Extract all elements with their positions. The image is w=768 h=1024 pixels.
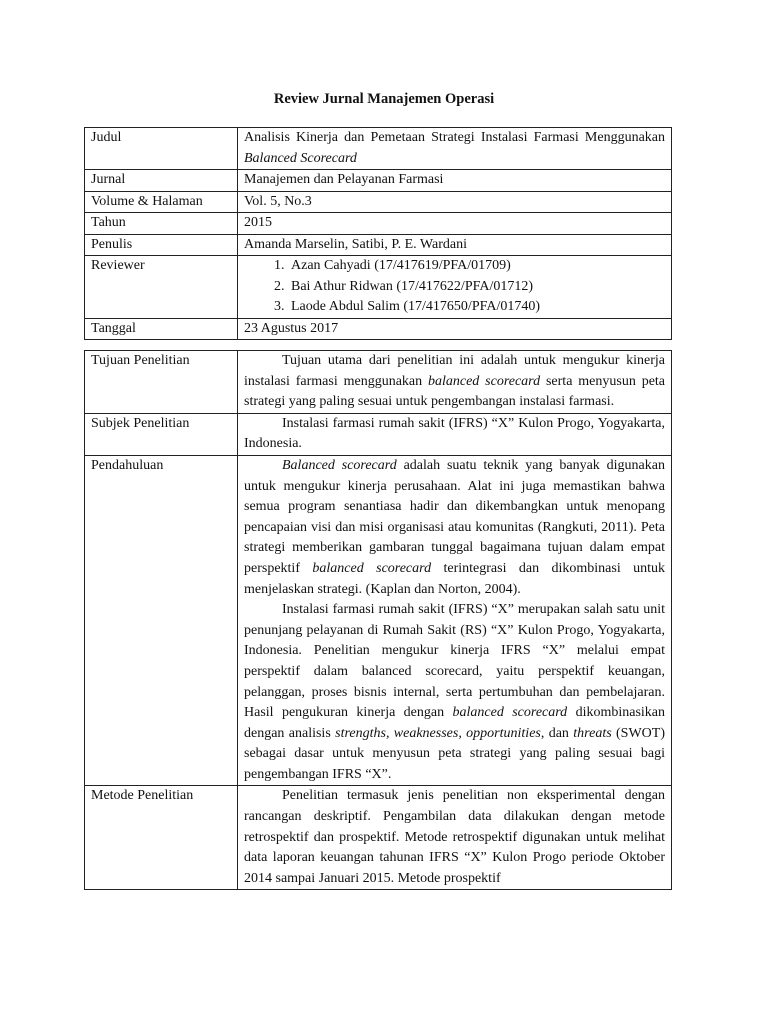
table-row	[85, 128, 672, 170]
list-item: 1. Azan Cahyadi (17/417619/PFA/01709)	[288, 256, 665, 277]
tujuan-paragraph	[244, 351, 665, 413]
review-table	[84, 350, 672, 890]
list-item: 2. Bai Athur Ridwan (17/417622/PFA/01712)	[288, 277, 665, 298]
text-run: terintegrasi dan dikombinasi untuk menjelaskan strategi. (Kaplan dan Norton, 2004).	[244, 560, 666, 597]
table-row	[85, 170, 672, 192]
text-run: Tujuan utama dari penelitian ini adalah untuk mengukur kinerja instalasi farmasi menggunakan	[244, 353, 665, 389]
text-run: , dan	[540, 725, 574, 741]
text-run: dikombinasikan dengan analisis	[244, 705, 665, 741]
judul-italic: Balanced Scorecard	[244, 150, 357, 166]
text-run: (SWOT) sebagai dasar untuk menyusun peta strategi yang paling sesuai bagi pengembangan IFRS “X”.	[244, 725, 665, 782]
italic-run: balanced scorecard	[312, 560, 432, 576]
penulis-label: Penulis	[85, 234, 238, 256]
metode-paragraph: Penelitian termasuk jenis penelitian non eksperimental dengan rancangan deskriptif. Pengambilan data dilakukan dengan metode retrospektif dan prospektif. Metode retrospektif digunakan untuk melihat data laporan keuangan tahunan IFRS “X” Kulon Progo periode Oktober 2014 sampai Januari 2015. Metode prospektif	[244, 788, 665, 886]
table-row	[85, 213, 672, 235]
metode-label: Metode Penelitian	[85, 786, 238, 890]
list-item: 3. Laode Abdul Salim (17/417650/PFA/01740)	[288, 297, 665, 318]
table-row	[85, 455, 672, 786]
reviewer-list	[244, 256, 665, 318]
tahun-value: 2015	[238, 213, 672, 235]
table-row	[85, 256, 672, 319]
pendahuluan-paragraph-2	[244, 600, 665, 785]
judul-label: Judul	[85, 128, 238, 170]
journal-info-table	[84, 127, 672, 340]
table-row	[85, 351, 672, 414]
table-row	[85, 318, 672, 340]
pendahuluan-paragraph-1	[244, 456, 665, 600]
subjek-label: Subjek Penelitian	[85, 413, 238, 455]
volume-label: Volume & Halaman	[85, 191, 238, 213]
judul-text: Analisis Kinerja dan Pemetaan Strategi Instalasi Farmasi Menggunakan	[244, 130, 665, 145]
italic-run: strengths, weaknesses, opportunities	[335, 725, 541, 741]
table-row	[85, 786, 672, 890]
tanggal-value: 23 Agustus 2017	[238, 318, 672, 340]
pendahuluan-value	[238, 455, 672, 786]
subjek-paragraph: Instalasi farmasi rumah sakit (IFRS) “X” Kulon Progo, Yogyakarta, Indonesia.	[244, 415, 665, 452]
table-row	[85, 413, 672, 455]
document-title: Review Jurnal Manajemen Operasi	[273, 91, 495, 107]
jurnal-value: Manajemen dan Pelayanan Farmasi	[238, 170, 672, 192]
penulis-value: Amanda Marselin, Satibi, P. E. Wardani	[238, 234, 672, 256]
italic-run: balanced scorecard	[427, 373, 541, 389]
tujuan-label: Tujuan Penelitian	[85, 351, 238, 414]
text-run: Instalasi farmasi rumah sakit (IFRS) “X” merupakan salah satu unit penunjang pelayanan di Rumah Sakit (RS) “X” Kulon Progo, Yogyakarta, Indonesia. Penelitian mengukur kinerja IFRS “X” melalui empat perspektif dalam balanced scorecard, yaitu perspektif keuangan, pelanggan, proses bisnis internal, serta pertumbuhan dan pembelajaran. Hasil pengukuran kinerja dengan	[244, 602, 665, 721]
subjek-value	[238, 413, 672, 455]
table-row	[85, 234, 672, 256]
table-row	[85, 191, 672, 213]
jurnal-label: Jurnal	[85, 170, 238, 192]
text-run: adalah suatu teknik yang banyak digunakan untuk mengukur kinerja perusahaan. Alat ini juga memastikan bahwa semua program senantiasa hadir dan dikembangkan untuk menopang pencapaian visi dan misi organisasi atau komunitas (Rangkuti, 2011). Peta strategi memberikan gambaran tunggal bagaimana tujuan dalam empat perspektif	[244, 457, 665, 576]
metode-value	[238, 786, 672, 890]
reviewer-label: Reviewer	[85, 256, 238, 319]
tahun-label: Tahun	[85, 213, 238, 235]
judul-value	[238, 128, 672, 170]
italic-run: balanced scorecard	[452, 705, 568, 721]
pendahuluan-label: Pendahuluan	[85, 455, 238, 786]
tanggal-label: Tanggal	[85, 318, 238, 340]
reviewer-value	[238, 256, 672, 319]
text-run: serta menyusun peta strategi yang paling sesuai untuk pengembangan instalasi farmasi.	[244, 373, 666, 410]
italic-run: Balanced scorecard	[282, 457, 397, 473]
tujuan-value	[238, 351, 672, 414]
volume-value: Vol. 5, No.3	[238, 191, 672, 213]
italic-run: threats	[573, 725, 612, 741]
